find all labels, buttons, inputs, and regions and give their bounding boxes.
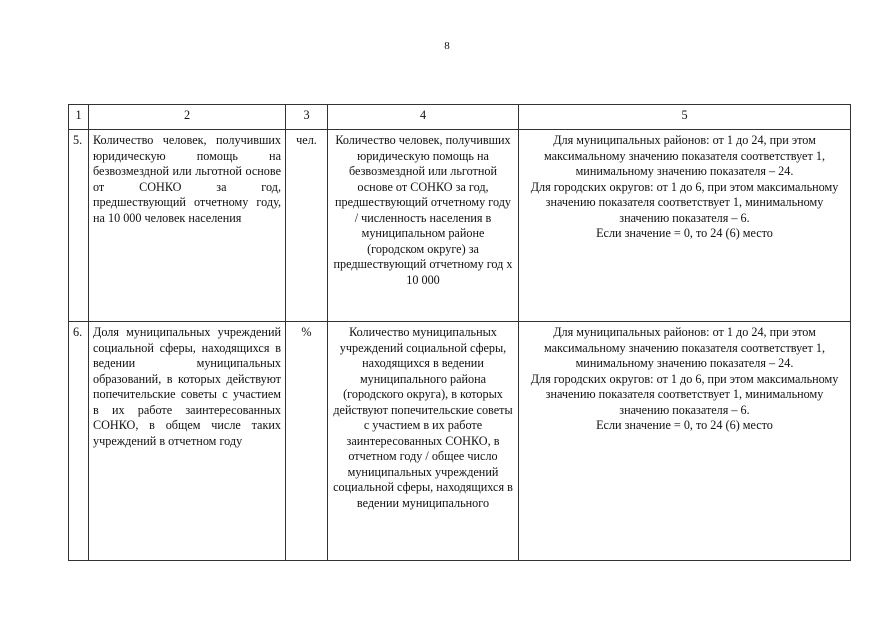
indicator-score (519, 130, 851, 322)
column-header-2: 2 (89, 105, 286, 130)
column-header-3: 3 (286, 105, 328, 130)
table-row (69, 322, 851, 561)
score-zero-value: Если значение = 0, то 24 (6) место (596, 226, 773, 240)
indicator-name: Доля муниципальных учреждений социальной сферы, находящихся в ведении муниципальных образований, в которых действуют попечительские советы с участием в их работе заинтересованных СОНКО, в общем числе таких учреждений в отчетном году (89, 322, 286, 561)
column-header-4: 4 (328, 105, 519, 130)
table-row (69, 130, 851, 322)
page-number: 8 (444, 40, 450, 52)
indicator-formula: Количество муниципальных учреждений социальной сферы, находящихся в ведении муниципального района (городского округа), в которых действуют попечительские советы с участием в их работе заинтересованных СОНКО, в отчетном году / общее число муниципальных учреждений социальной сферы, находящихся в ведении муниципального (328, 322, 519, 561)
indicator-unit: % (286, 322, 328, 561)
score-city-districts: Для городских округов: от 1 до 6, при этом максимальному значению показателя соответствует 1, минимальному значению показателя – 6. (530, 179, 839, 225)
indicator-unit: чел. (286, 130, 328, 322)
table-header-row (69, 105, 851, 130)
column-header-1: 1 (69, 105, 89, 130)
row-number: 6. (69, 322, 89, 561)
indicator-formula: Количество человек, получивших юридическую помощь на безвозмездной или льготной основе от СОНКО за год, предшествующий отчетному году / численность населения в муниципальном районе (городском округе) за предшествующий отчетному год х 10 000 (328, 130, 519, 322)
indicators-table (68, 104, 851, 561)
indicator-score (519, 322, 851, 561)
score-districts: Для муниципальных районов: от 1 до 24, при этом максимальному значению показателя соответствует 1, минимальному значению показателя – 24. (543, 133, 825, 178)
score-zero-value: Если значение = 0, то 24 (6) место (596, 418, 773, 432)
column-header-5: 5 (519, 105, 851, 130)
score-districts: Для муниципальных районов: от 1 до 24, при этом максимальному значению показателя соответствует 1, минимальному значению показателя – 24. (543, 325, 825, 370)
indicator-name: Количество человек, получивших юридическую помощь на безвозмездной или льготной основе от СОНКО за год, предшествующий отчетному году, на 10 000 человек населения (89, 130, 286, 322)
row-number: 5. (69, 130, 89, 322)
score-city-districts: Для городских округов: от 1 до 6, при этом максимальному значению показателя соответствует 1, минимальному значению показателя – 6. (530, 371, 839, 417)
